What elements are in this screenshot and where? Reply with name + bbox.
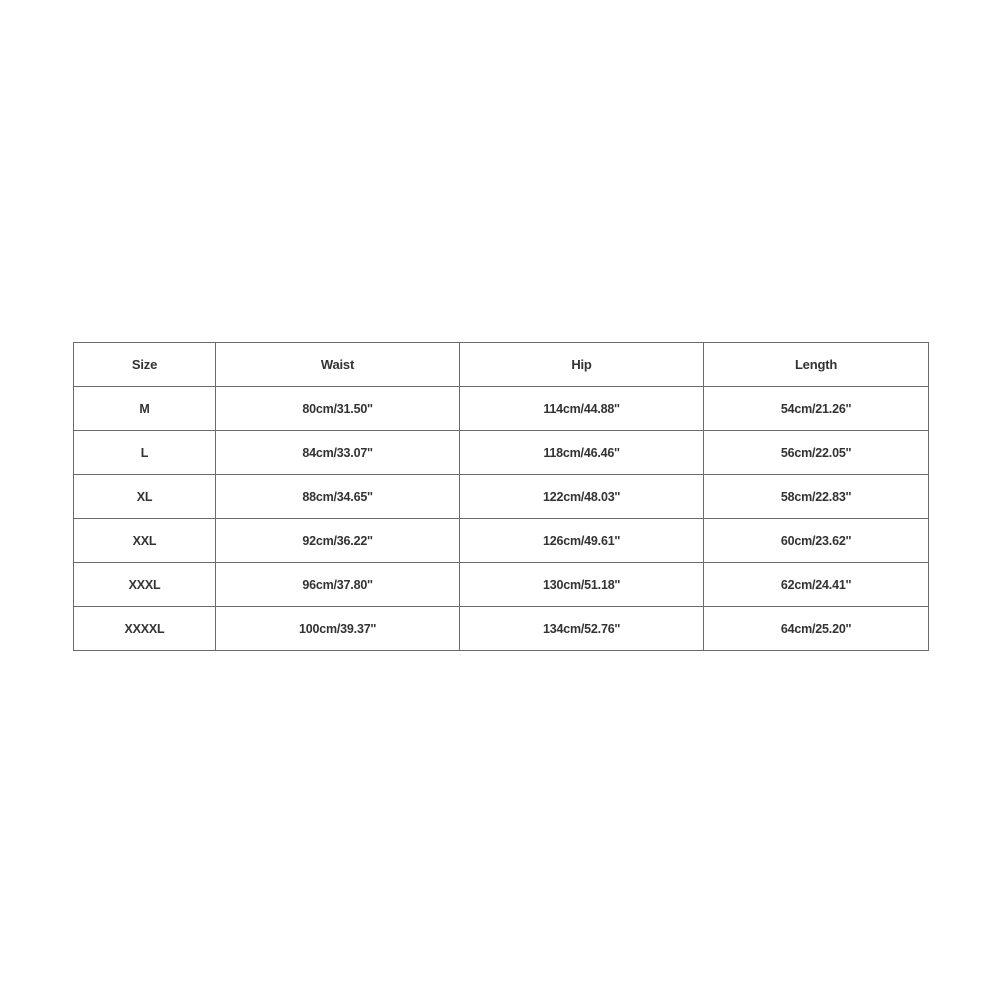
table-row [74,475,929,519]
header-length: Length [704,343,929,387]
table-row [74,519,929,563]
header-row [74,343,929,387]
header-waist: Waist [216,343,460,387]
cell-hip: 118cm/46.46'' [460,431,704,475]
size-chart-header [74,343,929,387]
cell-length: 60cm/23.62'' [704,519,929,563]
cell-hip: 126cm/49.61'' [460,519,704,563]
cell-size: M [74,387,216,431]
table-row [74,563,929,607]
cell-size: L [74,431,216,475]
cell-size: XXXL [74,563,216,607]
cell-length: 54cm/21.26'' [704,387,929,431]
cell-hip: 114cm/44.88'' [460,387,704,431]
cell-length: 56cm/22.05'' [704,431,929,475]
table-row [74,607,929,651]
cell-length: 62cm/24.41'' [704,563,929,607]
cell-waist: 96cm/37.80'' [216,563,460,607]
cell-size: XXXXL [74,607,216,651]
header-hip: Hip [460,343,704,387]
size-chart-body [74,387,929,651]
cell-hip: 122cm/48.03'' [460,475,704,519]
cell-waist: 100cm/39.37'' [216,607,460,651]
cell-waist: 92cm/36.22'' [216,519,460,563]
cell-waist: 80cm/31.50'' [216,387,460,431]
size-chart-table [73,342,929,651]
header-size: Size [74,343,216,387]
cell-size: XXL [74,519,216,563]
table-row [74,387,929,431]
cell-waist: 88cm/34.65'' [216,475,460,519]
cell-size: XL [74,475,216,519]
cell-waist: 84cm/33.07'' [216,431,460,475]
cell-length: 64cm/25.20'' [704,607,929,651]
cell-hip: 134cm/52.76'' [460,607,704,651]
table-row [74,431,929,475]
cell-hip: 130cm/51.18'' [460,563,704,607]
cell-length: 58cm/22.83'' [704,475,929,519]
